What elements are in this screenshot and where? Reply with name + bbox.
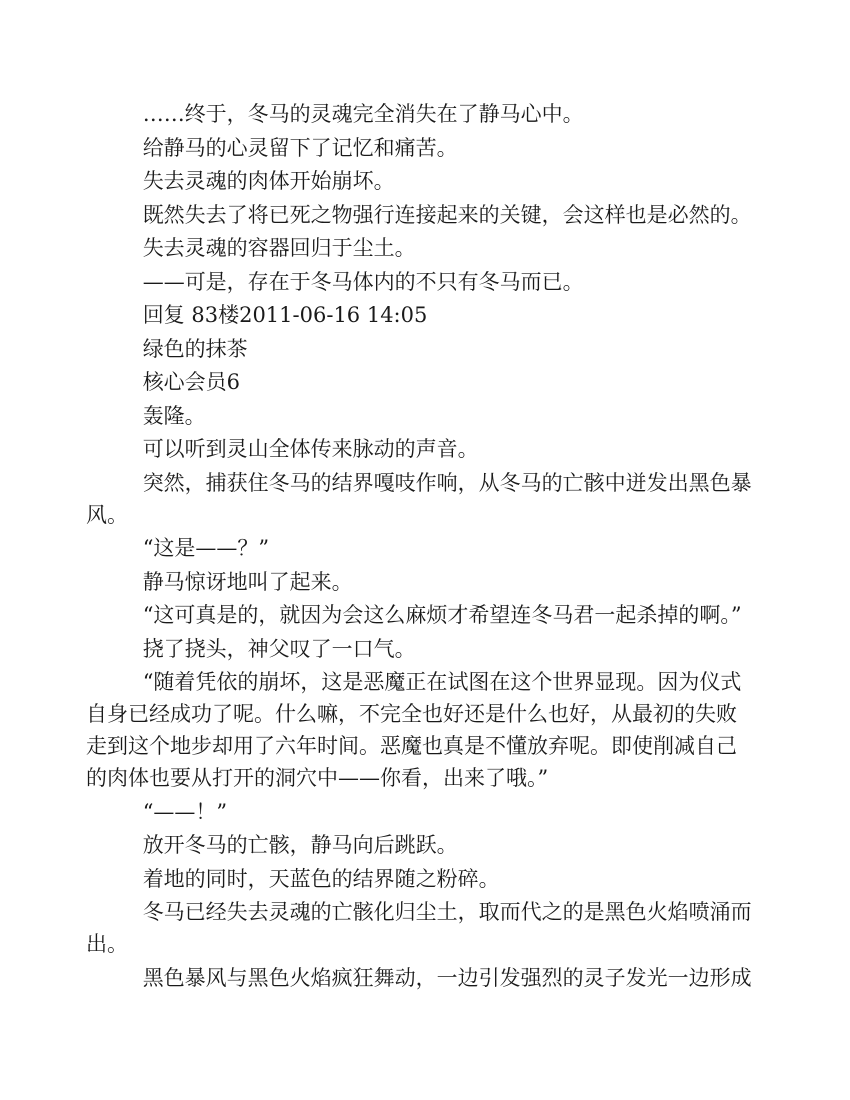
paragraph: ……终于，冬马的灵魂完全消失在了静马心中。 <box>142 102 584 126</box>
paragraph: 可以听到灵山全体传来脉动的声音。 <box>142 437 479 461</box>
paragraph: 既然失去了将已死之物强行连接起来的关键，会这样也是必然的。 <box>142 202 752 227</box>
paragraph: 轰隆。 <box>142 403 206 428</box>
post-reply-meta: 回复 83楼2011-06-16 14:05 <box>142 303 428 327</box>
paragraph: “——！” <box>142 799 228 824</box>
paragraph: “这是——？” <box>142 536 270 560</box>
paragraph: 失去灵魂的肉体开始崩坏。 <box>142 169 395 193</box>
paragraph: 着地的同时，天蓝色的结界随之粉碎。 <box>142 866 500 891</box>
paragraph: 静马惊讶地叫了起来。 <box>142 569 353 594</box>
document-page <box>86 98 752 995</box>
paragraph: 挠了挠头，神父叹了一口气。 <box>142 636 416 661</box>
paragraph: “这可真是的，就因为会这么麻烦才希望连冬马君一起杀掉的啊。” <box>142 603 742 627</box>
paragraph: 突然，捕获住冬马的结界嘎吱作响，从冬马的亡骸中迸发出黑色暴风。 <box>86 470 752 527</box>
paragraph: ——可是，存在于冬马体内的不只有冬马而已。 <box>142 269 584 294</box>
paragraph: 给静马的心灵留下了记忆和痛苦。 <box>142 135 458 160</box>
post-author-name: 绿色的抹茶 <box>142 336 248 361</box>
paragraph: “随着凭依的崩坏，这是恶魔正在试图在这个世界显现。因为仪式自身已经成功了呢。什么嘛，不完全也好还是什么也好，从最初的失败走到这个地步却用了六年时间。恶魔也真是不懂放弃呢。即使削减自己的肉体也要从打开的洞穴中——你看，出来了哦。” <box>86 670 742 790</box>
paragraph: 失去灵魂的容器回归于尘土。 <box>142 236 416 260</box>
paragraph: 放开冬马的亡骸，静马向后跳跃。 <box>142 833 458 857</box>
paragraph: 黑色暴风与黑色火焰疯狂舞动，一边引发强烈的灵子发光一边形成 <box>142 965 752 990</box>
paragraph: 冬马已经失去灵魂的亡骸化归尘土，取而代之的是黑色火焰喷涌而出。 <box>86 900 752 956</box>
post-author-rank: 核心会员6 <box>142 370 241 394</box>
